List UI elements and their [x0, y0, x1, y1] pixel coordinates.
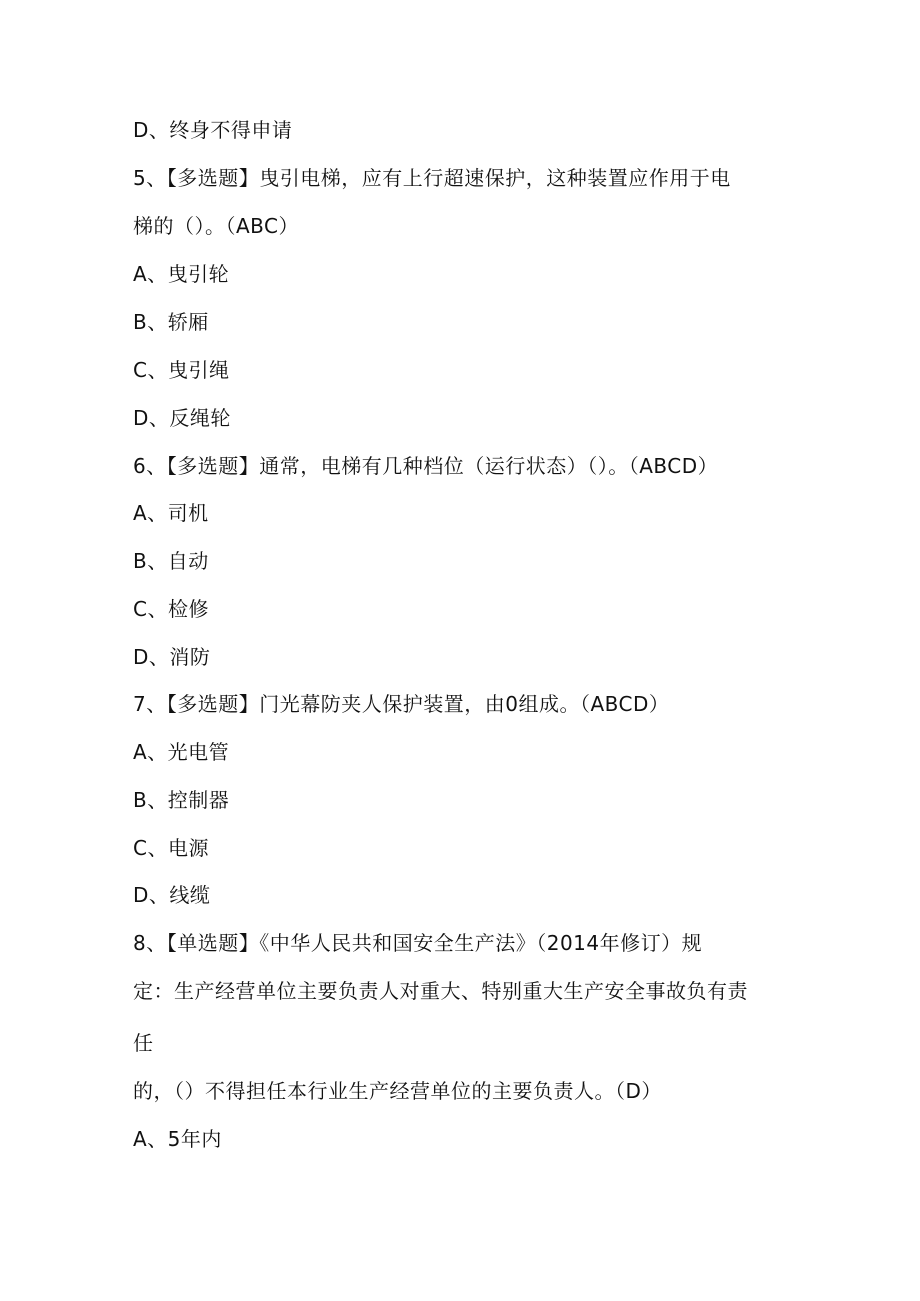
- option-b-q5: B、轿厢: [133, 310, 209, 334]
- question-8-line-3: 任: [133, 1031, 154, 1055]
- option-b-q6: B、自动: [133, 549, 209, 573]
- question-8-line-4: 的，（）不得担任本行业生产经营单位的主要负责人。（D）: [133, 1079, 662, 1103]
- question-7: 7、【多选题】门光幕防夹人保护装置，由0组成。（ABCD）: [133, 692, 670, 716]
- option-d-q6: D、消防: [133, 645, 211, 669]
- option-d-q4: D、终身不得申请: [133, 118, 293, 142]
- option-d-q7: D、线缆: [133, 883, 211, 907]
- question-6: 6、【多选题】通常，电梯有几种档位（运行状态）（）。（ABCD）: [133, 454, 719, 478]
- option-a-q6: A、司机: [133, 501, 209, 525]
- question-5-line-2: 梯的（）。（ABC）: [133, 214, 300, 238]
- option-a-q8: A、5年内: [133, 1127, 222, 1151]
- option-b-q7: B、控制器: [133, 788, 230, 812]
- option-d-q5: D、反绳轮: [133, 406, 231, 430]
- question-8-line-2: 定：生产经营单位主要负责人对重大、特别重大生产安全事故负有责: [133, 979, 748, 1003]
- option-c-q6: C、检修: [133, 597, 209, 621]
- option-c-q7: C、电源: [133, 836, 209, 860]
- option-c-q5: C、曳引绳: [133, 358, 230, 382]
- option-a-q7: A、光电管: [133, 740, 230, 764]
- question-8-line-1: 8、【单选题】《中华人民共和国安全生产法》（2014年修订）规: [133, 931, 703, 955]
- question-5-line-1: 5、【多选题】曳引电梯，应有上行超速保护，这种装置应作用于电: [133, 166, 731, 190]
- option-a-q5: A、曳引轮: [133, 262, 230, 286]
